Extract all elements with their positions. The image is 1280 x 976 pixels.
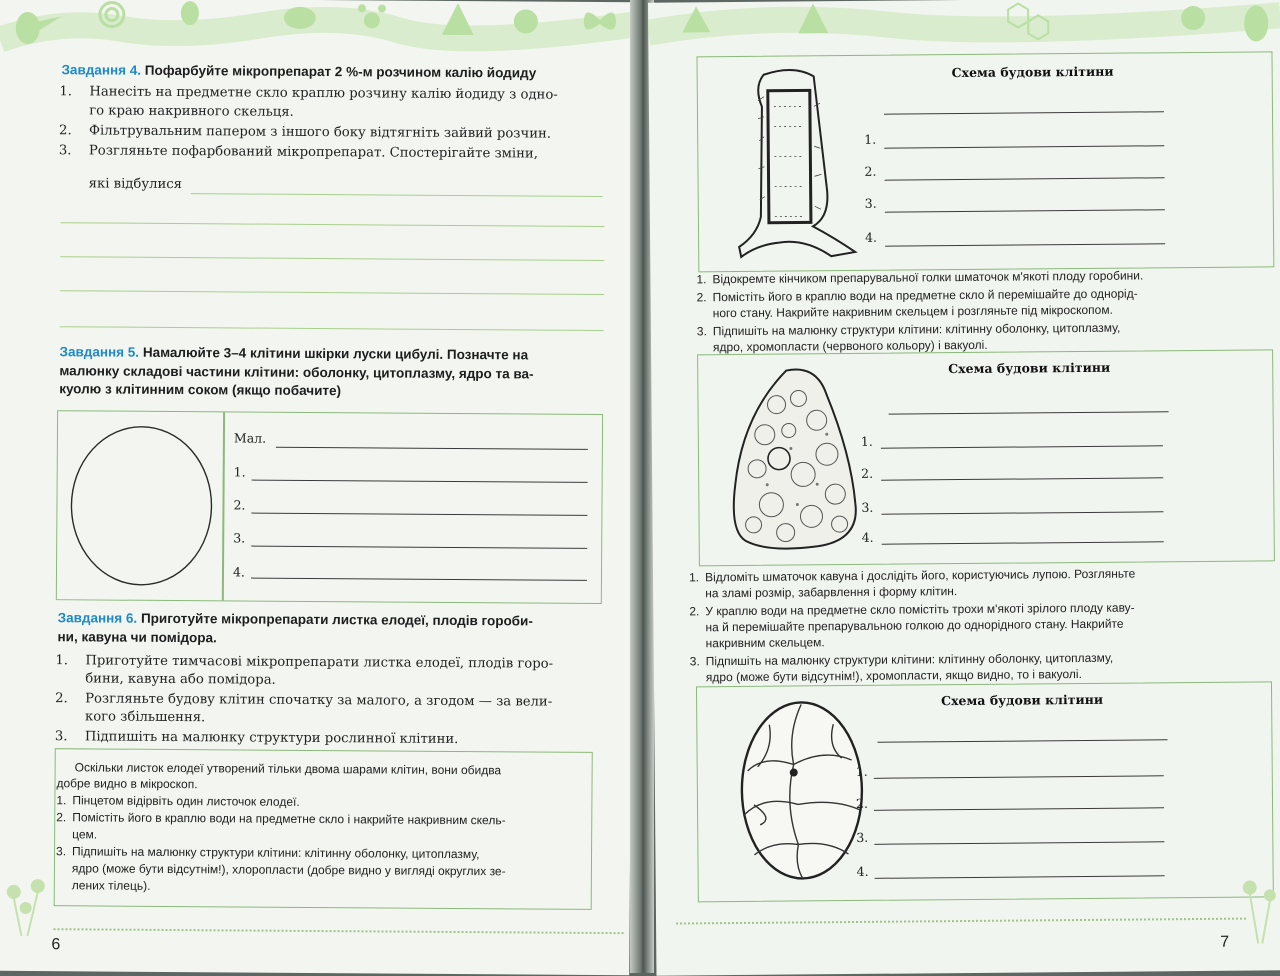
insect-icon [181,1,199,25]
field-label: 1. [864,131,877,147]
answer-line[interactable] [251,546,587,549]
rowan-step-3: 3. Підпишіть на малюнку структури клітини: клітинну оболонку, цитоплазму, [696,320,1121,339]
cell-drawing-2 [726,364,868,551]
watermelon-step-2-cont: на й перемішайте препарувальною голкою до однорідного стану. Накрийте [705,616,1124,635]
field-label: 1. [860,433,873,449]
field-label: 2. [864,163,877,179]
watermelon-step-3-cont: ядро (може бути відсутнім!), хромопласти, якщо видно, то і вакуолі. [705,666,1082,685]
field-label: 3. [864,195,877,211]
answer-line[interactable] [276,447,588,450]
field-label: 3. [861,499,874,515]
answer-line[interactable] [889,411,1169,414]
answer-line[interactable] [874,807,1164,811]
answer-line[interactable] [251,578,587,581]
task6-step-3: 3. Підпишіть на малюнку структури рослинної клітини. [54,729,459,747]
page-number: 6 [51,936,61,954]
task6-step-2: 2. Розгляньте будову клітин спочатку за малого, а згодом — за вели- [55,691,553,710]
task6-step-1: 1. Приготуйте тимчасові мікропрепарати листка елодеї, плодів горо- [55,653,554,672]
rowan-step-2-cont: ного стану. Накрийте накривним скельцем і розгляньте під мікроскопом. [712,302,1113,321]
ladybug-icon [514,9,538,33]
onion-drawing-box [56,410,603,604]
watermelon-step-3: 3. Підпишіть на малюнку структури клітини: клітинну оболонку, цитоплазму, [689,650,1114,669]
answer-line[interactable] [252,480,588,483]
task4-heading: Завдання 4. Пофарбуйте мікропрепарат 2 %-м розчином калію йодиду [61,62,537,81]
task4-step-1-cont: го краю накривного скельця. [89,103,294,120]
answer-line[interactable] [882,541,1164,544]
elodea-step-3-cont2: лених тілець). [71,878,151,893]
rowan-step-2: 2. Помістіть його в краплю води на предметне скло й перемішайте до однорід- [696,286,1138,305]
task6-step-1-cont: бини, кавуна або помідора. [85,671,276,688]
elodea-intro: Оскільки листок елодеї утворений тільки двома шарами клітин, вони обидва [74,760,502,778]
elodea-step-3: 3. Підпишіть на малюнку структури клітини: клітинну оболонку, цитоплазму, [56,844,480,862]
schema-title: Схема будови клітини [948,359,1111,377]
watermelon-step-1-cont: на зламі розмір, забарвлення і форму клітин. [705,584,958,601]
task4-step-1: 1. Нанесіть на предметне скло краплю розчину калію йодиду з одно- [59,84,558,103]
cell-drawing-3 [723,694,875,891]
task6-heading-line2: ни, кавуна чи помідора. [57,629,217,646]
task6-step-2-cont: кого збільшення. [84,709,206,726]
elodea-step-2: 2. Помістіть його в краплю води на предметне скло і накрийте накривним скель- [56,810,506,828]
task5-heading: Завдання 5. Намалюйте 3–4 клітини шкірки луски цибулі. Позначте на [59,344,529,363]
answer-line[interactable] [885,177,1165,180]
answer-line[interactable] [60,222,604,227]
answer-line[interactable] [874,841,1164,845]
field-label: 3. [233,530,246,546]
task4-step-2: 2. Фільтрувальним папером з іншого боку відтягніть зайвий розчин. [59,123,552,142]
answer-line[interactable] [60,290,604,295]
footer-dotted-line [676,918,1246,925]
answer-line[interactable] [191,193,603,197]
answer-line[interactable] [881,445,1163,448]
left-page [0,0,636,975]
page-number: 7 [1220,933,1230,951]
elodea-step-3-cont: ядро (може бути відсутнім!), хлоропласти (добре видно у вигляді округлих зе- [71,861,506,879]
dandelion-icon [1236,875,1280,945]
field-label: 3. [856,829,869,845]
answer-line[interactable] [875,875,1165,879]
sun-icon [1181,6,1205,30]
drawing-circle[interactable] [61,411,222,600]
footer-dotted-line [53,928,623,934]
answer-line[interactable] [884,145,1164,148]
answer-line[interactable] [60,256,604,261]
field-label: 1. [233,464,246,480]
task6-heading: Завдання 6. Приготуйте мікропрепарати листка елодеї, плодів гороби- [57,610,533,629]
elodea-intro-cont: добре видно в мікроскоп. [56,776,198,792]
schema-title: Схема будови клітини [941,691,1104,709]
answer-line[interactable] [884,111,1164,114]
elodea-step-2-cont: цем. [72,827,98,842]
task4-step-3: 3. Розгляньте пофарбований мікропрепарат. Спостерігайте зміни, [58,143,538,162]
box-divider [222,412,225,600]
field-label: 4. [232,564,245,580]
task5-heading-line3: куолю з клітинним соком (якщо побачите) [59,381,342,399]
schema-title: Схема будови клітини [951,63,1114,81]
cell-scheme-box-3 [696,681,1274,902]
task4-step-3-cont: які відбулися [88,176,183,193]
right-page [648,0,1280,976]
field-label: 2. [861,465,874,481]
field-label: 1. [855,763,868,779]
cell-scheme-box-1 [696,51,1274,272]
field-label: 2. [855,795,869,811]
answer-line[interactable] [881,477,1163,480]
field-label: 2. [233,497,246,513]
nature-decor-banner [0,0,636,62]
cell-drawing-1 [734,66,866,263]
answer-line[interactable] [874,775,1164,779]
field-label: 4. [861,529,874,545]
rowan-step-3-cont: ядро, хромопласти (червоного кольору) і вакуолі. [712,337,988,355]
watermelon-step-2-cont2: накривним скельцем. [705,635,825,651]
rowan-step-1: 1. Відокремте кінчиком препарувальної голки шматочок м'якоті плоду горобини. [696,268,1144,287]
task5-heading-line2: малюнку складові частини клітини: оболонку, цитоплазму, ядро та ва- [59,363,534,382]
elodea-step-1: 1. Пінцетом відірвіть один листочок елодеї. [56,793,300,809]
answer-line[interactable] [877,739,1167,743]
answer-line[interactable] [251,513,587,516]
field-label: Мал. [233,430,267,446]
field-label: 4. [865,229,878,245]
watermelon-step-1: 1. Відломіть шматочок кавуна і дослідіть його, користуючись лупою. Розгляньте [688,566,1136,585]
answer-line[interactable] [881,511,1163,514]
watermelon-step-2: 2. У краплю води на предметне скло помістіть трохи м'якоті зрілого плоду каву- [689,600,1135,619]
field-label: 4. [856,863,869,879]
answer-line[interactable] [60,326,604,331]
answer-line[interactable] [885,209,1165,212]
dandelion-icon [0,878,58,938]
tree-icon [442,3,474,35]
cell-scheme-box-2 [697,349,1275,566]
answer-line[interactable] [885,243,1165,246]
